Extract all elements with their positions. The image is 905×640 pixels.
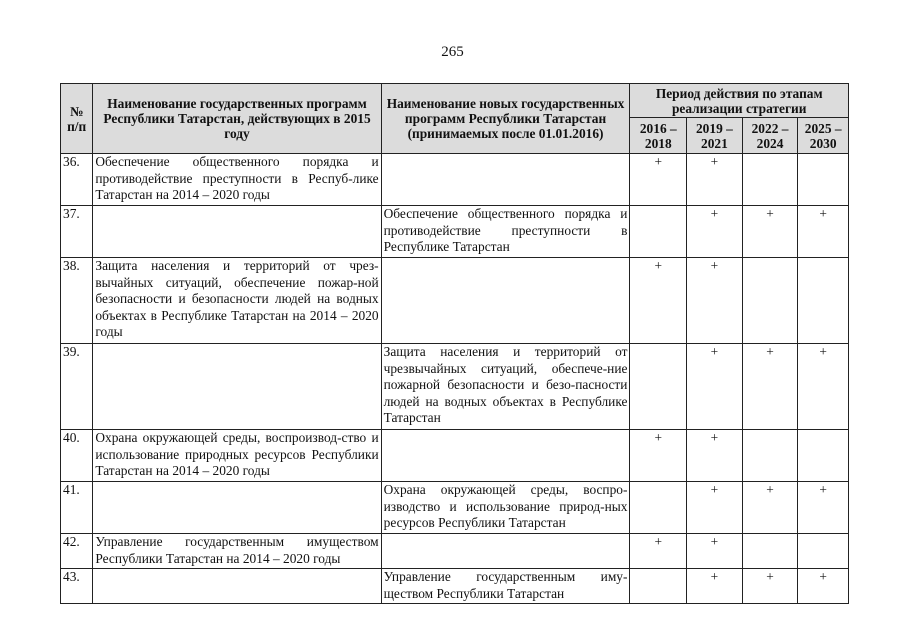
old-program-name — [93, 206, 381, 258]
period-mark: + — [630, 258, 687, 344]
table-row — [61, 258, 849, 344]
period-mark — [742, 154, 798, 206]
old-program-name: Обеспечение общественного порядка и противодействие преступности в Респуб-лике Татарстан на 2014 – 2020 годы — [93, 154, 381, 206]
period-mark: + — [798, 569, 849, 604]
header-new-programs: Наименование новых государственных программ Республики Татарстан (принимаемых после 01.01.2016) — [381, 84, 630, 154]
new-program-name: Управление государственным иму-ществом Республики Татарстан — [381, 569, 630, 604]
old-program-name: Защита населения и территорий от чрез-вычайных ситуаций, обеспечение пожар-ной безопасности и безопасности людей на водных объектах в Республике Татарстан на 2014 – 2020 годы — [93, 258, 381, 344]
period-mark: + — [687, 344, 743, 430]
table-row — [61, 430, 849, 482]
row-number: 37. — [61, 206, 93, 258]
new-program-name — [381, 430, 630, 482]
period-mark: + — [798, 206, 849, 258]
row-number: 41. — [61, 482, 93, 534]
period-mark — [798, 534, 849, 569]
row-number: 39. — [61, 344, 93, 430]
period-mark: + — [630, 430, 687, 482]
old-program-name: Управление государственным имуществом Республики Татарстан на 2014 – 2020 годы — [93, 534, 381, 569]
table-row — [61, 154, 849, 206]
period-mark: + — [798, 482, 849, 534]
period-mark: + — [687, 482, 743, 534]
table-row — [61, 534, 849, 569]
period-mark — [798, 258, 849, 344]
period-mark — [798, 430, 849, 482]
period-mark: + — [630, 534, 687, 569]
table-row — [61, 482, 849, 534]
period-mark: + — [742, 344, 798, 430]
header-period-4: 2025 – 2030 — [798, 118, 849, 154]
period-mark — [742, 258, 798, 344]
new-program-name: Обеспечение общественного порядка и противодействие преступности в Республике Татарстан — [381, 206, 630, 258]
period-mark — [630, 344, 687, 430]
period-mark: + — [687, 258, 743, 344]
table-row — [61, 206, 849, 258]
header-old-programs: Наименование государственных программ Республики Татарстан, действующих в 2015 году — [93, 84, 381, 154]
new-program-name: Охрана окружающей среды, воспро-изводство и использование природ-ных ресурсов Республики Татарстан — [381, 482, 630, 534]
old-program-name: Охрана окружающей среды, воспроизвод-ство и использование природных ресурсов Республики Татарстан на 2014 – 2020 годы — [93, 430, 381, 482]
row-number: 43. — [61, 569, 93, 604]
new-program-name — [381, 534, 630, 569]
table-row — [61, 344, 849, 430]
period-mark: + — [630, 154, 687, 206]
row-number: 40. — [61, 430, 93, 482]
period-mark — [630, 482, 687, 534]
period-mark — [742, 534, 798, 569]
programs-table — [60, 83, 849, 604]
page-number: 265 — [441, 44, 464, 60]
period-mark: + — [742, 482, 798, 534]
header-period-2: 2019 – 2021 — [687, 118, 743, 154]
new-program-name — [381, 154, 630, 206]
period-mark: + — [742, 206, 798, 258]
period-mark: + — [742, 569, 798, 604]
period-mark — [742, 430, 798, 482]
row-number: 38. — [61, 258, 93, 344]
period-mark: + — [687, 569, 743, 604]
period-mark: + — [687, 154, 743, 206]
new-program-name: Защита населения и территорий от чрезвычайных ситуаций, обеспече-ние пожарной безопасности и безо-пасности людей на водных объектах в Республике Татарстан — [381, 344, 630, 430]
old-program-name — [93, 569, 381, 604]
old-program-name — [93, 344, 381, 430]
header-period-1: 2016 – 2018 — [630, 118, 687, 154]
period-mark — [630, 206, 687, 258]
period-mark: + — [798, 344, 849, 430]
header-period-3: 2022 – 2024 — [742, 118, 798, 154]
period-mark — [630, 569, 687, 604]
table-row — [61, 569, 849, 604]
period-mark: + — [687, 206, 743, 258]
row-number: 42. — [61, 534, 93, 569]
period-mark: + — [687, 430, 743, 482]
old-program-name — [93, 482, 381, 534]
period-mark: + — [687, 534, 743, 569]
period-mark — [798, 154, 849, 206]
row-number: 36. — [61, 154, 93, 206]
new-program-name — [381, 258, 630, 344]
header-num: № п/п — [61, 84, 93, 154]
header-period: Период действия по этапам реализации стратегии — [630, 84, 849, 118]
